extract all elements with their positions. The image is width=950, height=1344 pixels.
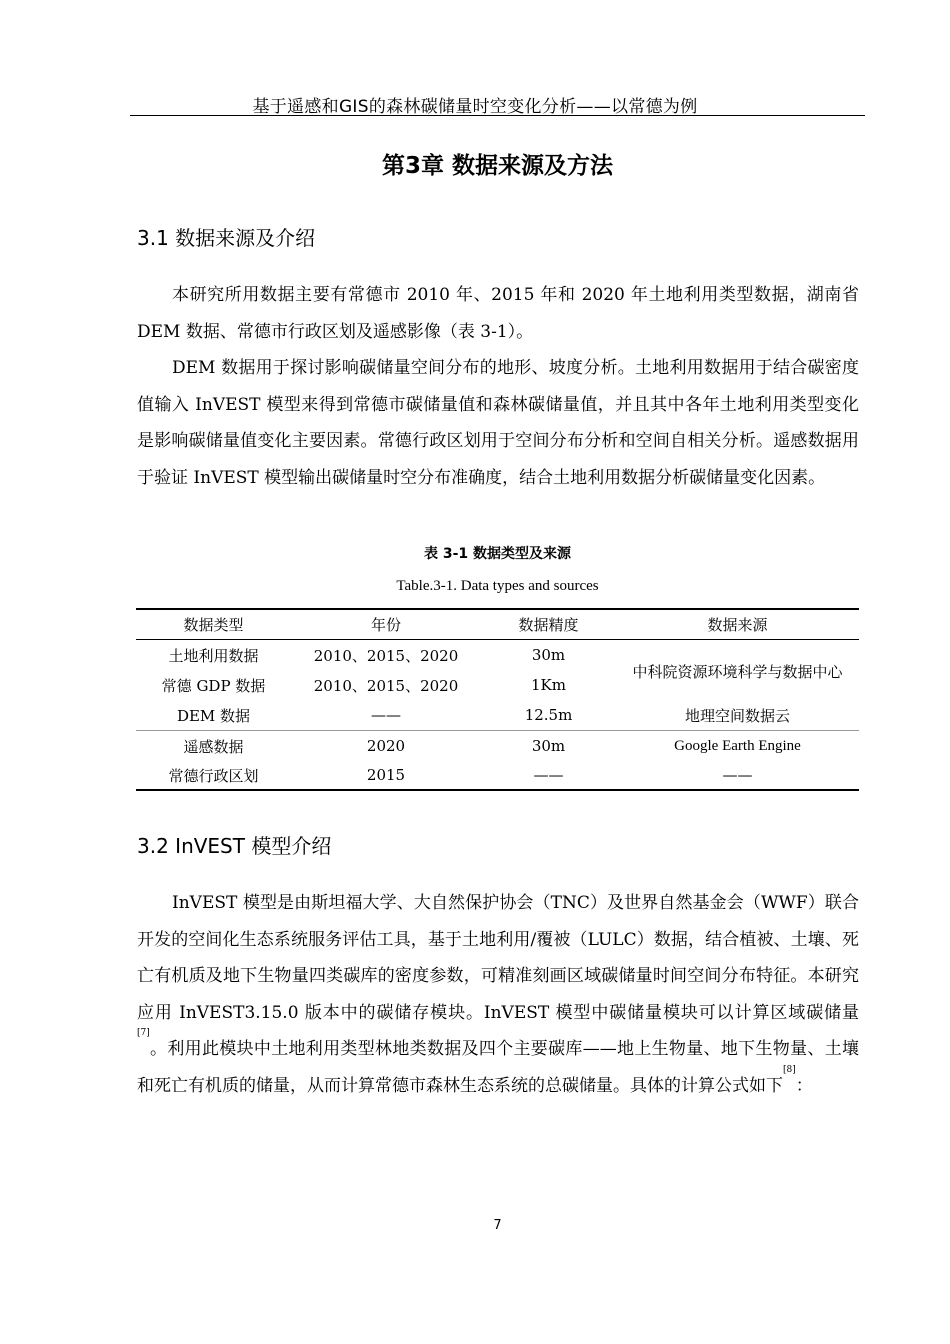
section-heading-3-1: 3.1 数据来源及介绍: [137, 226, 316, 250]
table-header-cell: 数据精度: [481, 609, 616, 640]
table-cell: 2020: [291, 731, 481, 762]
table-header-row: [136, 609, 859, 640]
paragraph-text: ：: [795, 1075, 813, 1096]
header-divider: [130, 115, 865, 116]
table-caption-chinese: 表 3-1 数据类型及来源: [423, 546, 572, 562]
paragraph-data-usage: DEM 数据用于探讨影响碳储量空间分布的地形、坡度分析。土地利用数据用于结合碳密度值输入 InVEST 模型来得到常德市碳储量值和森林碳储量值，并且其中各年土地利用类型变化是影响碳储量值变化主要因素。常德行政区划用于空间分布分析和空间自相关分析。遥感数据用于验证 InVEST 模型输出碳储量时空分布准确度，结合土地利用数据分析碳储量变化因素。: [137, 358, 859, 488]
table-cell: 常德 GDP 数据: [161, 676, 266, 695]
table-cell: 2015: [291, 761, 481, 790]
table-cell: 土地利用数据: [168, 646, 259, 665]
table-row: [136, 761, 859, 790]
citation-ref: [7]: [137, 1028, 150, 1038]
table-header-cell: 年份: [291, 609, 481, 640]
table-row: [136, 731, 859, 762]
table-row: [136, 640, 859, 671]
table-caption-english: Table.3-1. Data types and sources: [396, 578, 599, 594]
page-number: 7: [493, 1218, 502, 1233]
paragraph-data-overview: 本研究所用数据主要有常德市 2010 年、2015 年和 2020 年土地利用类型数据，湖南省 DEM 数据、常德市行政区划及遥感影像（表 3-1）。: [137, 285, 859, 342]
table-cell: 12.5m: [524, 706, 573, 724]
running-header: 基于遥感和GIS的森林碳储量时空变化分析——以常德为例: [252, 97, 698, 117]
table-cell: ——: [616, 761, 859, 790]
table-cell: 地理空间数据云: [684, 706, 790, 725]
table-cell: Google Earth Engine: [616, 731, 859, 762]
data-sources-table: [136, 608, 859, 791]
table-cell: DEM 数据: [176, 706, 251, 725]
table-cell: 遥感数据: [136, 731, 291, 762]
table-cell: ——: [481, 761, 616, 790]
table-row: [136, 700, 859, 731]
table-cell: 2010、2015、2020: [313, 646, 459, 665]
paragraph-invest-intro: [137, 885, 859, 1104]
chapter-title: 第3章 数据来源及方法: [381, 153, 613, 179]
table-header-cell: 数据来源: [616, 609, 859, 640]
table-header-cell: 数据类型: [136, 609, 291, 640]
table-cell-merged-source: 中科院资源环境科学与数据中心: [632, 663, 843, 681]
table-cell: 常德行政区划: [136, 761, 291, 790]
section-heading-3-2: 3.2 InVEST 模型介绍: [137, 834, 332, 858]
table-cell: 30m: [531, 646, 566, 664]
table-cell: 2010、2015、2020: [313, 676, 459, 695]
table-cell: ——: [371, 706, 401, 724]
citation-ref: [8]: [783, 1064, 796, 1075]
table-cell: 1Km: [531, 676, 566, 694]
paragraph-text: 。利用此模块中土地利用类型林地类数据及四个主要碳库——地上生物量、地下生物量、土壤和死亡有机质的储量，从而计算常德市森林生态系统的总碳储量。具体的计算公式如下: [137, 1039, 859, 1096]
paragraph-text: InVEST 模型是由斯坦福大学、大自然保护协会（TNC）及世界自然基金会（WWF）联合开发的空间化生态系统服务评估工具，基于土地利用/覆被（LULC）数据，结合植被、土壤、死亡有机质及地下生物量四类碳库的密度参数，可精准刻画区域碳储量时间空间分布特征。本研究应用 InVEST3.15.0 版本中的碳储存模块。InVEST 模型中碳储量模块可以计算区域碳储量: [137, 893, 859, 1023]
table-cell: 30m: [481, 731, 616, 762]
